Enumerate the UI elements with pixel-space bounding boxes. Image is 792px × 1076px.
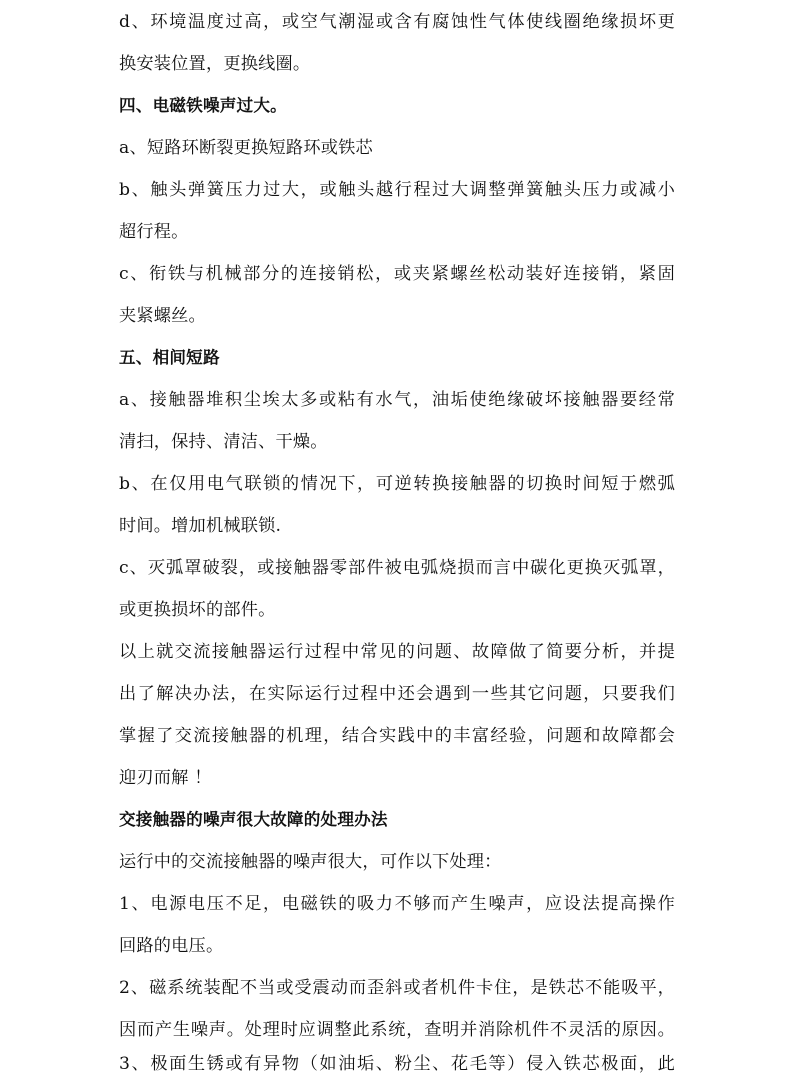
noise-item-2-line-1: 2、磁系统装配不当或受震动而歪斜或者机件卡住，是铁芯不能吸平， <box>119 978 675 998</box>
summary-line-4: 迎刃而解 ！ <box>119 768 212 788</box>
paragraph-5b-line-2: 时间。增加机械联锁. <box>119 516 282 536</box>
noise-item-1-line-2: 回路的电压。 <box>119 936 224 956</box>
summary-line-3: 掌握了交流接触器的机理，结合实践中的丰富经验，问题和故障都会 <box>119 726 675 746</box>
paragraph-5a-line-2: 清扫，保持、清洁、干燥。 <box>119 432 328 452</box>
noise-intro: 运行中的交流接触器的噪声很大，可作以下处理： <box>119 852 502 872</box>
paragraph-4b-line-2: 超行程。 <box>119 222 189 242</box>
section-heading-5: 五、相间短路 <box>119 348 220 367</box>
paragraph-d-line-1: d、环境温度过高，或空气潮湿或含有腐蚀性气体使线圈绝缘损坏更 <box>119 12 675 32</box>
paragraph-4a: a、短路环断裂更换短路环或铁芯 <box>119 138 373 158</box>
summary-line-1: 以上就交流接触器运行过程中常见的问题、故障做了简要分析，并提 <box>119 642 675 662</box>
paragraph-5a-line-1: a、接触器堆积尘埃太多或粘有水气，油垢使绝缘破坏接触器要经常 <box>119 390 675 410</box>
summary-line-2: 出了解决办法，在实际运行过程中还会遇到一些其它问题，只要我们 <box>119 684 675 704</box>
noise-item-2-line-2: 因而产生噪声。处理时应调整此系统，查明并消除机件不灵活的原因。 <box>119 1020 675 1040</box>
paragraph-4b-line-1: b、触头弹簧压力过大，或触头越行程过大调整弹簧触头压力或减小 <box>119 180 675 200</box>
section-heading-noise: 交接触器的噪声很大故障的处理办法 <box>119 810 388 829</box>
paragraph-5c-line-1: c、灭弧罩破裂，或接触器零部件被电弧烧损而言中碳化更换灭弧罩， <box>119 558 675 578</box>
paragraph-4c-line-2: 夹紧螺丝。 <box>119 306 206 326</box>
paragraph-d-line-2: 换安装位置，更换线圈。 <box>119 54 311 74</box>
paragraph-5c-line-2: 或更换损坏的部件。 <box>119 600 276 620</box>
noise-item-1-line-1: 1、电源电压不足，电磁铁的吸力不够而产生噪声，应设法提高操作 <box>119 894 675 914</box>
paragraph-4c-line-1: c、衔铁与机械部分的连接销松，或夹紧螺丝松动装好连接销，紧固 <box>119 264 675 284</box>
noise-item-3-line-1: 3、极面生锈或有异物（如油垢、粉尘、花毛等）侵入铁芯极面，此 <box>119 1054 675 1074</box>
paragraph-5b-line-1: b、在仅用电气联锁的情况下，可逆转换接触器的切换时间短于燃弧 <box>119 474 675 494</box>
section-heading-4: 四、电磁铁噪声过大。 <box>119 96 287 115</box>
